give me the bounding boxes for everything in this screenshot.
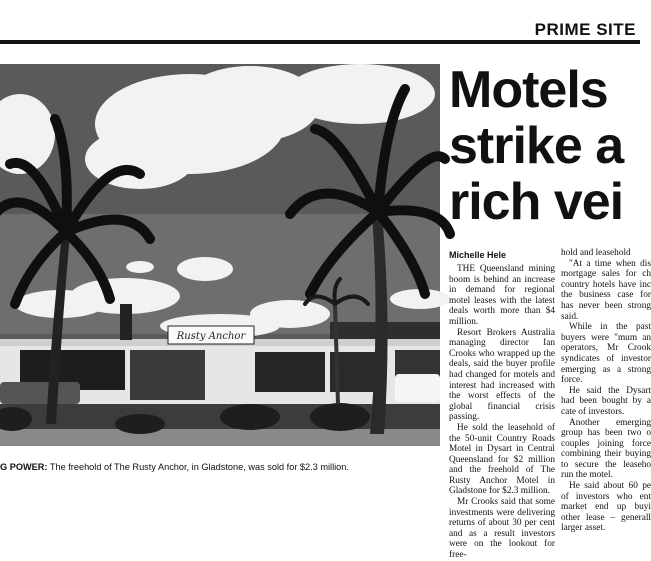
article-paragraph: hold and leasehold xyxy=(561,248,631,258)
article-paragraph: "At a time when dis mortgage sales for ch country hotels have inc the business case for has never been strong said. xyxy=(561,258,651,322)
article-column-1 xyxy=(449,264,555,561)
section-label: PRIME SITE xyxy=(534,20,636,39)
article-paragraph: He sold the leasehold of the 50-unit Country Roads Motel in Dysart in Central Queensland for $2 million and the freehold of The Rusty Anchor Motel in Gladstone for $2.3 million. xyxy=(449,422,555,497)
caption-text: The freehold of The Rusty Anchor, in Gladstone, was sold for $2.3 million. xyxy=(49,462,349,472)
article-paragraph: Resort Brokers Australia managing director Ian Crooks who wrapped up the deals, said the buyer profile had changed for motels and interest had increased with the worst effects of the global financial crisis passing. xyxy=(449,327,555,423)
section-rule xyxy=(0,40,640,44)
byline: Michelle Hele xyxy=(449,250,507,260)
photo-caption xyxy=(0,458,440,476)
headline xyxy=(449,62,649,230)
headline-line: Motels xyxy=(449,61,608,119)
headline-line: strike a xyxy=(449,117,624,175)
article-paragraph: While in the past buyers were "mum an operators, Mr Crook syndicates of investor emerging as a strong force. xyxy=(561,322,651,386)
headline-line: rich vei xyxy=(449,173,624,231)
article-column-2 xyxy=(561,248,651,534)
article-paragraph: Mr Crooks said that some investments were delivering returns of about 30 per cent and as a result investors were on the lookout for free- xyxy=(449,497,555,561)
motel-sign-text: Rusty Anchor xyxy=(176,331,246,342)
motel-photo xyxy=(0,64,440,446)
article-paragraph: THE Queensland mining boom is behind an increase in demand for regional motel leases with the latest deals worth more than $4 million. xyxy=(449,264,555,327)
article-paragraph: He said the Dysart had been bought by a cate of investors. xyxy=(561,385,651,417)
article-paragraph: Another emerging group has been two o couples joining force combining their buying to secure the leaseho run the motel. xyxy=(561,417,651,481)
article-paragraph: He said about 60 pe of investors who ent market end up buyi other lease – generall larger asset. xyxy=(561,481,651,534)
caption-lead: G POWER: xyxy=(0,462,48,472)
